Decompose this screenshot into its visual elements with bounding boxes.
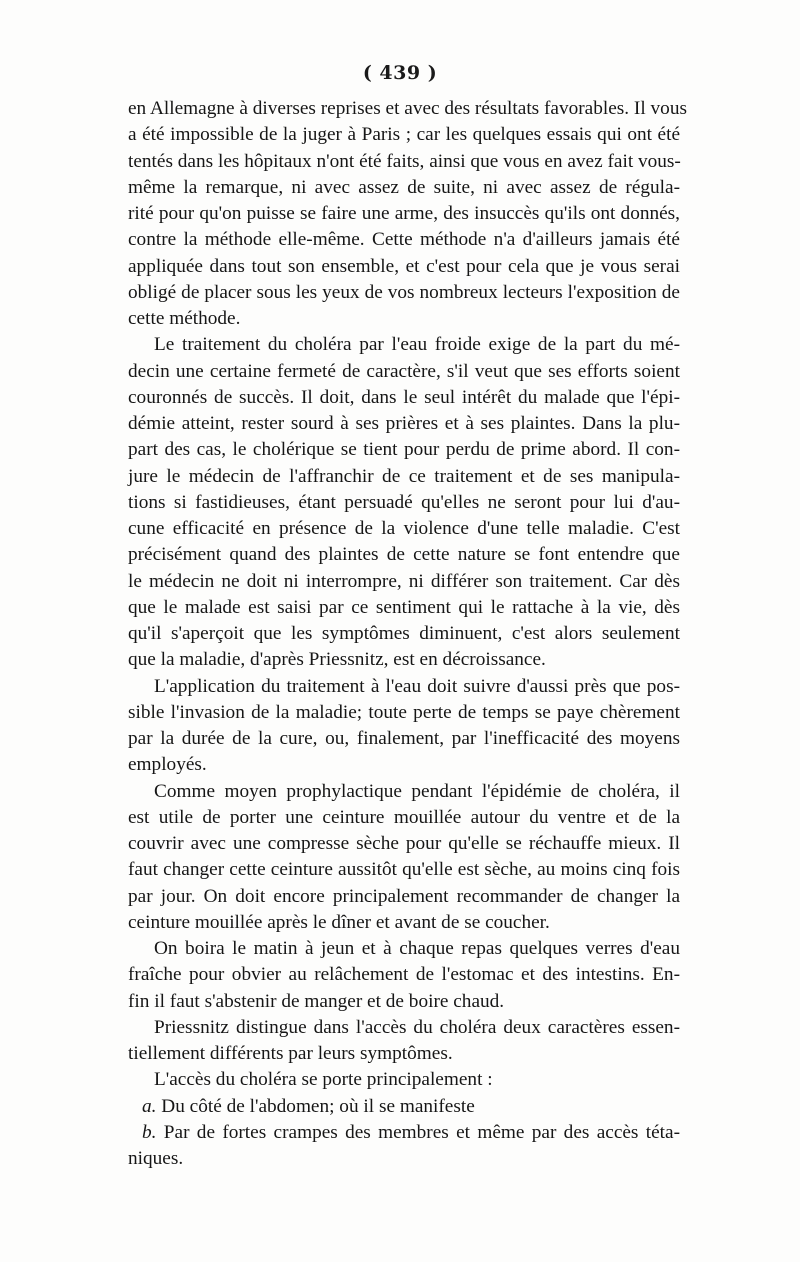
paragraph bbox=[128, 96, 687, 332]
list-item bbox=[128, 1120, 680, 1173]
text-line bbox=[128, 1120, 680, 1146]
list-marker: b. bbox=[142, 1121, 157, 1143]
text-line: niques. bbox=[128, 1148, 184, 1169]
text-line: On boira le matin à jeun et à chaque repas quelques verres d'eau bbox=[154, 938, 680, 959]
text-line: part des cas, le cholérique se tient pour perdu de prime abord. Il con- bbox=[128, 439, 680, 461]
text-line: tiellement différents par leurs symptômes. bbox=[128, 1043, 453, 1064]
text-line: decin une certaine fermeté de caractère, s'il veut que ses efforts soient bbox=[128, 360, 680, 382]
text-line: sible l'invasion de la maladie; toute perte de temps se paye chèrement bbox=[128, 701, 680, 723]
list-item-text: Par de fortes crampes des membres et même par des accès téta- bbox=[156, 1121, 680, 1143]
text-line: que la maladie, d'après Priessnitz, est en décroissance. bbox=[128, 649, 546, 671]
list-item-text: Du côté de l'abdomen; où il se manifeste bbox=[156, 1095, 475, 1117]
text-line: Priessnitz distingue dans l'accès du choléra deux caractères essen- bbox=[154, 1016, 680, 1038]
paragraph bbox=[128, 332, 680, 673]
text-line: Comme moyen prophylactique pendant l'épidémie de choléra, il bbox=[154, 780, 680, 802]
text-line: que le malade est saisi par ce sentiment qui le rattache à la vie, dès bbox=[128, 596, 680, 618]
text-line: appliquée dans tout son ensemble, et c'est pour cela que je vous serai bbox=[128, 255, 680, 277]
text-line: rité pour qu'on puisse se faire une arme, des insuccès qu'ils ont donnés, bbox=[128, 203, 680, 224]
text-line: le médecin ne doit ni interrompre, ni différer son traitement. Car dès bbox=[128, 570, 680, 592]
paragraph bbox=[128, 674, 680, 779]
text-line: fin il faut s'abstenir de manger et de boire chaud. bbox=[128, 990, 505, 1012]
paragraph bbox=[128, 1067, 680, 1093]
page-number: ( 439 ) bbox=[362, 62, 438, 84]
text-line: faut changer cette ceinture aussitôt qu'elle est sèche, au moins cinq fois bbox=[128, 859, 680, 881]
paragraph bbox=[128, 1015, 680, 1068]
text-line: contre la méthode elle-même. Cette méthode n'a d'ailleurs jamais été bbox=[128, 229, 680, 251]
text-line: par jour. On doit encore principalement recommander de changer la bbox=[128, 885, 680, 907]
paragraph bbox=[128, 779, 680, 937]
text-line: démie atteint, rester sourd à ses prières et à ses plaintes. Dans la plu- bbox=[128, 413, 680, 434]
text-line: couronnés de succès. Il doit, dans le seul intérêt du malade que l'épi- bbox=[128, 386, 680, 408]
text-line: a été impossible de la juger à Paris ; car les quelques essais qui ont été bbox=[128, 124, 680, 146]
text-line: ceinture mouillée après le dîner et avant de se coucher. bbox=[128, 911, 550, 933]
text-line: obligé de placer sous les yeux de vos nombreux lecteurs l'exposition de bbox=[128, 281, 680, 303]
text-line: tions si fastidieuses, étant persuadé qu'elles ne seront pour lui d'au- bbox=[128, 491, 680, 513]
text-line: cette méthode. bbox=[128, 308, 241, 329]
text-line bbox=[128, 1094, 680, 1120]
list-marker: a. bbox=[142, 1095, 157, 1117]
text-line: L'application du traitement à l'eau doit suivre d'aussi près que pos- bbox=[154, 675, 680, 697]
text-line: qu'il s'aperçoit que les symptômes diminuent, c'est alors seulement bbox=[128, 623, 680, 644]
text-line: employés. bbox=[128, 754, 207, 776]
text-line: est utile de porter une ceinture mouillée autour du ventre et de la bbox=[128, 806, 680, 828]
text-line: Le traitement du choléra par l'eau froide exige de la part du mé- bbox=[154, 334, 680, 356]
text-line: précisément quand des plaintes de cette nature se font entendre que bbox=[128, 544, 680, 566]
text-line: cune efficacité en présence de la violence d'une telle maladie. C'est bbox=[128, 518, 680, 539]
list-item bbox=[128, 1094, 680, 1120]
text-line: en Allemagne à diverses reprises et avec des résultats favorables. Il vous bbox=[128, 98, 687, 119]
text-line: fraîche pour obvier au relâchement de l'estomac et des intestins. En- bbox=[128, 964, 680, 986]
text-line: même la remarque, ni avec assez de suite, ni avec assez de régula- bbox=[128, 176, 680, 198]
text-line: couvrir avec une compresse sèche pour qu'elle se réchauffe mieux. Il bbox=[128, 833, 680, 854]
text-line: jure le médecin de l'affranchir de ce traitement et de ses manipula- bbox=[128, 465, 680, 487]
text-line: L'accès du choléra se porte principalement : bbox=[154, 1069, 493, 1091]
page-body bbox=[128, 96, 687, 1172]
text-line: tentés dans les hôpitaux n'ont été faits, ainsi que vous en avez fait vous- bbox=[128, 150, 681, 172]
paragraph bbox=[128, 936, 680, 1015]
text-line: par la durée de la cure, ou, finalement, par l'inefficacité des moyens bbox=[128, 728, 680, 749]
